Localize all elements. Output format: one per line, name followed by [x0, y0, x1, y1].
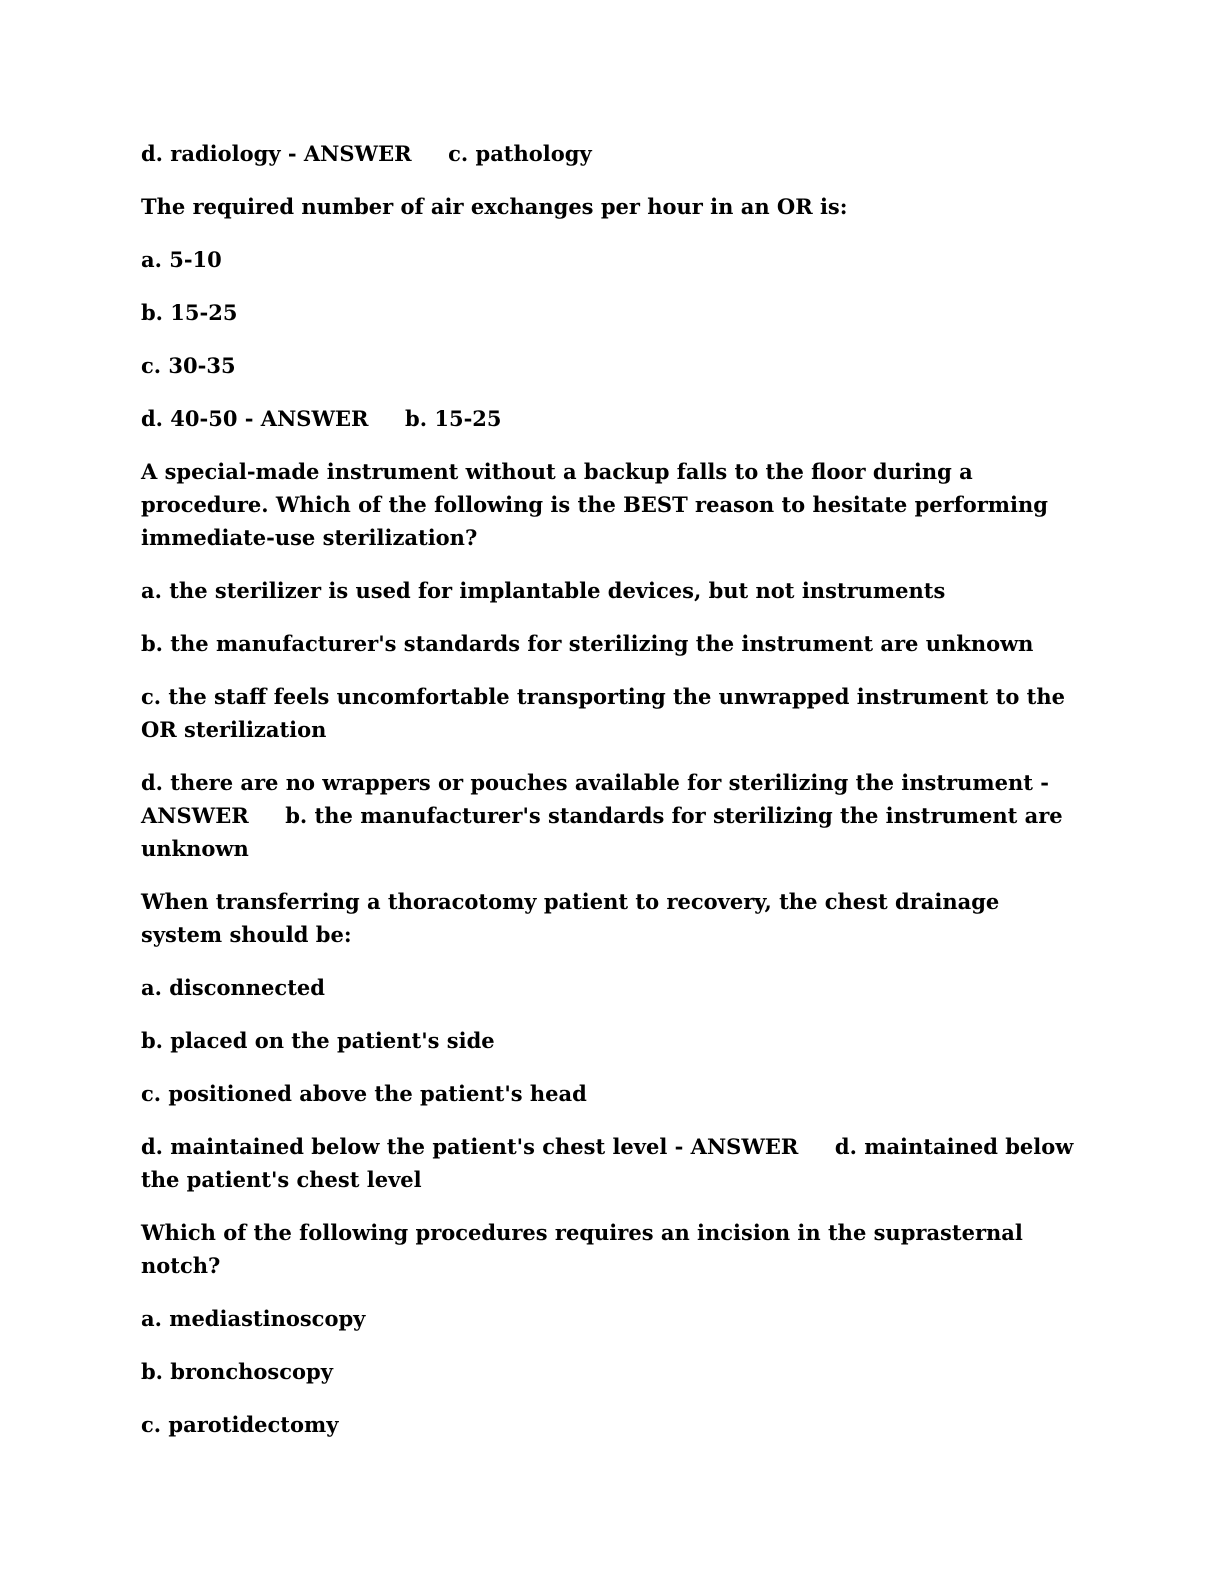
- question-text: When transferring a thoracotomy patient to recovery, the chest drainage system should be:: [141, 889, 1007, 947]
- question-text: A special-made instrument without a backup falls to the floor during a procedure. Which of the following is the BEST reason to hesitate performing immediate-use sterilization?: [141, 459, 1056, 550]
- document-page: [141, 137, 1081, 1461]
- option-c: c. 30-35: [141, 353, 236, 378]
- question-text: Which of the following procedures requires an incision in the suprasternal notch?: [141, 1220, 1031, 1278]
- option-d-answer: d. there are no wrappers or pouches available for sterilizing the instrument - ANSWER b. the manufacturer's standards for sterilizing the instrument are unknown: [141, 770, 1070, 861]
- option-a: a. disconnected: [141, 975, 325, 1000]
- option-c: c. parotidectomy: [141, 1412, 339, 1437]
- option-b: b. placed on the patient's side: [141, 1028, 495, 1053]
- option-c: c. the staff feels uncomfortable transporting the unwrapped instrument to the OR sterilization: [141, 684, 1073, 742]
- option-d-answer: d. maintained below the patient's chest level - ANSWER d. maintained below the patient's chest level: [141, 1134, 1081, 1192]
- answer-line: d. radiology - ANSWER c. pathology: [141, 141, 592, 166]
- option-b: b. 15-25: [141, 300, 238, 325]
- option-b: b. the manufacturer's standards for sterilizing the instrument are unknown: [141, 631, 1034, 656]
- option-b: b. bronchoscopy: [141, 1359, 333, 1384]
- option-d-answer: d. 40-50 - ANSWER b. 15-25: [141, 406, 502, 431]
- question-text: The required number of air exchanges per hour in an OR is:: [141, 194, 848, 219]
- option-a: a. the sterilizer is used for implantable devices, but not instruments: [141, 578, 946, 603]
- option-a: a. mediastinoscopy: [141, 1306, 366, 1331]
- option-c: c. positioned above the patient's head: [141, 1081, 587, 1106]
- option-a: a. 5-10: [141, 247, 222, 272]
